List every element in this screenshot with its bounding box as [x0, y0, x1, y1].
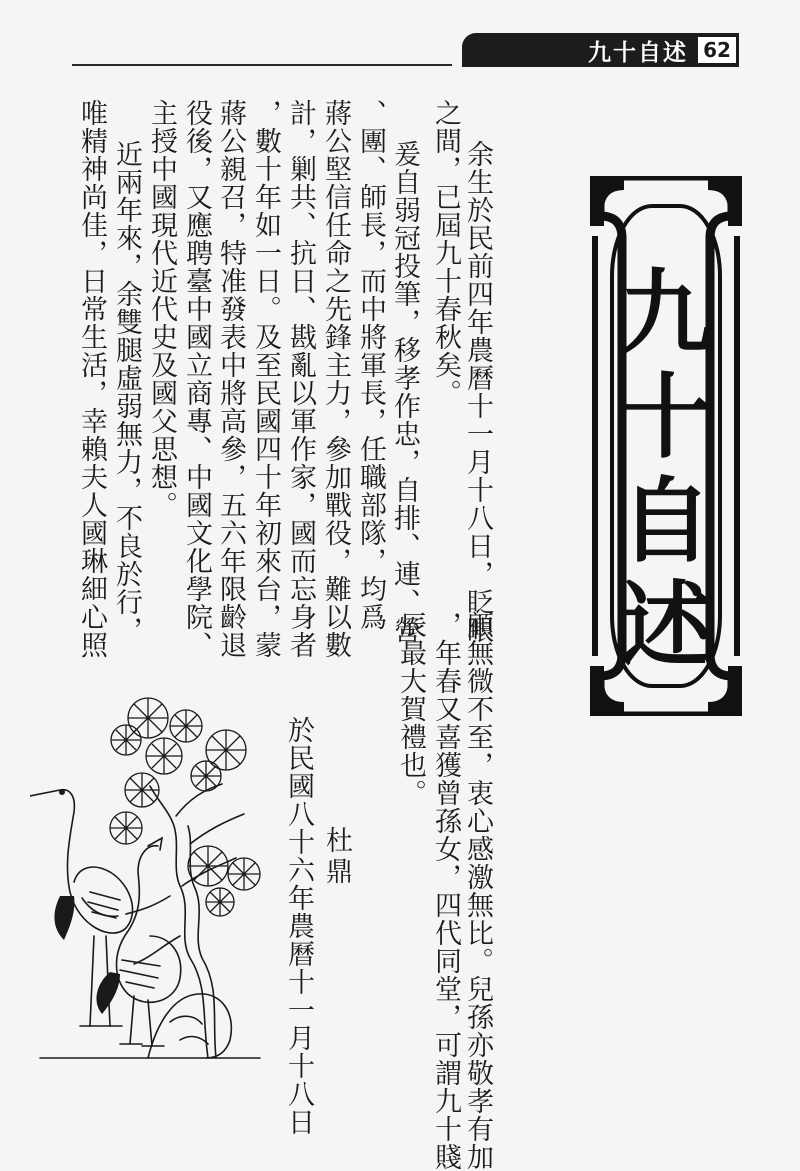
chapter-title-char-4: 述	[619, 572, 712, 679]
text-column-6: 計，剿共、抗日、戡亂以軍作家，國而忘身者	[285, 99, 316, 659]
header-rule	[72, 64, 452, 66]
text-column-15: 辰最大賀禮也。	[395, 611, 426, 807]
signature-date: 於民國八十六年農曆十一月十八日	[283, 716, 314, 1136]
text-column-7: ，數十年如一日。及至民國四十年初來台，蒙	[250, 99, 281, 659]
text-column-8: 蔣公親召，特准發表中將高參，五六年限齡退	[215, 99, 246, 659]
text-column-5: 蔣公堅信任命之先鋒主力，參加戰役，難以數	[320, 99, 351, 659]
crane-pine-illustration	[30, 696, 270, 1066]
text-column-12: 唯精神尚佳，日常生活，幸賴夫人國琳細心照	[76, 99, 107, 659]
text-column-4: 、團、師長，而中將軍長，任職部隊，均爲	[355, 99, 386, 631]
text-column-9: 役後，又應聘臺中國立商專、中國文化學院、	[181, 99, 212, 659]
text-column-10: 主授中國現代近代史及國父思想。	[146, 99, 177, 519]
chapter-title-block	[590, 176, 742, 716]
text-column-1: 余生於民前四年農曆十一月十八日，眨眼	[462, 140, 493, 644]
text-column-11: 近兩年來，余雙腿虛弱無力，不良於行，	[111, 140, 142, 644]
author-signature: 杜鼎	[321, 826, 352, 888]
text-column-14: ，年春又喜獲曾孫女，四代同堂，可謂九十賤	[430, 611, 461, 1171]
text-column-2: 之間，已屆九十春秋矣。	[430, 99, 461, 407]
chapter-title-char-3: 自	[619, 468, 712, 575]
page-number: 62	[697, 36, 737, 64]
chapter-title-char-2: 十	[619, 364, 712, 471]
chapter-title-char-1: 九	[619, 260, 712, 367]
text-column-13: 顧無微不至，衷心感激無比。兒孫亦敬孝有加	[462, 611, 493, 1171]
running-header-title: 九十自述	[588, 39, 688, 66]
text-column-3: 爰自弱冠投筆，移孝作忠，自排、連、營	[389, 140, 420, 644]
